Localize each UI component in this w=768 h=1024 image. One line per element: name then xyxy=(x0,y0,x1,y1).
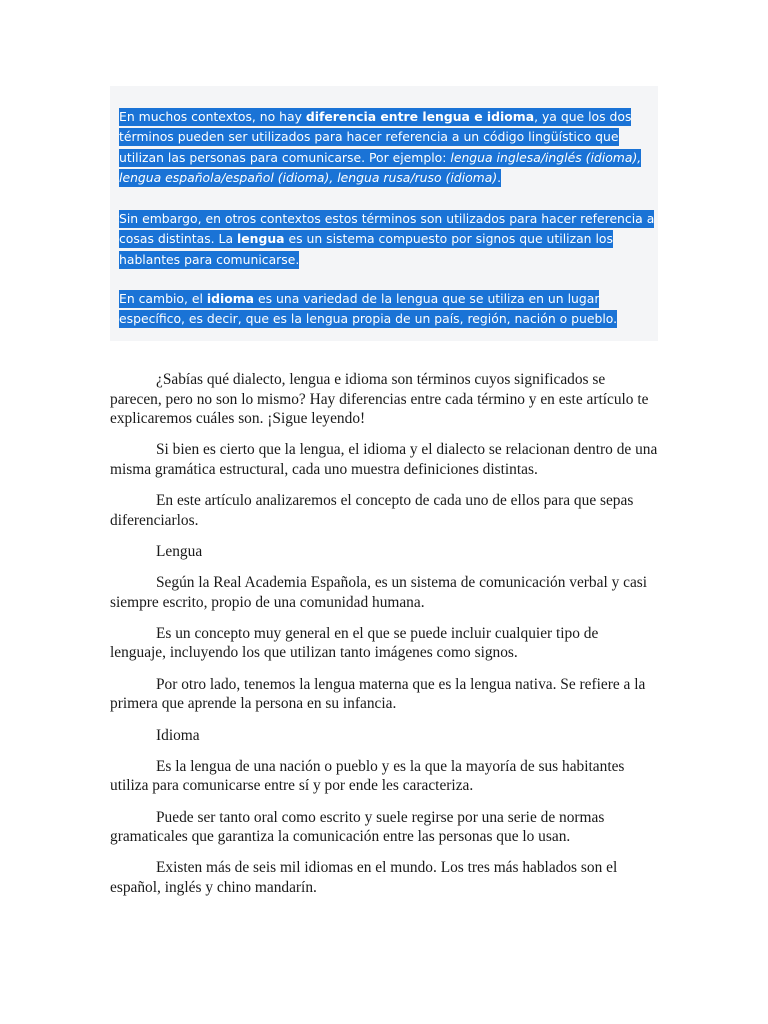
p3-bold: idioma xyxy=(206,291,255,306)
section-heading-idioma: Idioma xyxy=(156,726,200,744)
body-paragraph: Es la lengua de una nación o pueblo y es la que la mayoría de sus habitantes utiliza para comunicarse entre sí y por ende les caracteriza. xyxy=(110,757,625,795)
image-paragraph-2[interactable] xyxy=(119,209,655,270)
p1-italic: lengua inglesa/inglés (idioma), lengua española/español (idioma), lengua rusa/ruso (idioma) xyxy=(119,149,642,185)
body-paragraph: ¿Sabías qué dialecto, lengua e idioma son términos cuyos significados se parecen, pero no son lo mismo? Hay diferencias entre cada término y en este artículo te explicaremos cuáles son. ¡Sigue leyendo! xyxy=(110,371,649,427)
p3-text-c: es una variedad de la lengua que se utiliza en un lugar específico, es decir, que es la lengua propia de un país, región, nación o pueblo. xyxy=(119,291,618,327)
p1-text-e: . xyxy=(497,169,502,185)
body-paragraph: Es un concepto muy general en el que se puede incluir cualquier tipo de lenguaje, incluyendo los que utilizan tanto imágenes como signos. xyxy=(110,624,599,662)
body-paragraph: Por otro lado, tenemos la lengua materna que es la lengua nativa. Se refiere a la primera que aprende la persona en su infancia. xyxy=(110,675,646,713)
p2-text-a: Sin embargo, en otros contextos estos términos son utilizados para hacer referencia a cosas distintas. La xyxy=(119,211,655,247)
embedded-screenshot xyxy=(110,86,658,341)
p3-text-a: En cambio, el xyxy=(119,291,207,306)
image-paragraph-1[interactable] xyxy=(119,107,655,188)
body-paragraph: En este artículo analizaremos el concepto de cada uno de ellos para que sepas diferenciarlos. xyxy=(110,492,634,529)
p1-text-a: En muchos contextos, no hay xyxy=(119,109,306,124)
p2-text-c: es un sistema compuesto por signos que utilizan los hablantes para comunicarse. xyxy=(119,231,613,267)
body-paragraph: Si bien es cierto que la lengua, el idioma y el dialecto se relacionan dentro de una misma gramática estructural, cada uno muestra definiciones distintas. xyxy=(110,441,658,478)
body-paragraph: Según la Real Academia Española, es un sistema de comunicación verbal y casi siempre escrito, propio de una comunidad humana. xyxy=(110,574,648,611)
p1-bold: diferencia entre lengua e idioma xyxy=(305,109,535,124)
document-body xyxy=(110,370,658,909)
p2-bold: lengua xyxy=(236,231,285,247)
section-heading-lengua: Lengua xyxy=(156,542,203,560)
p1-text-c: , ya que los dos términos pueden ser utilizados para hacer referencia a un código lingüístico que utilizan las personas para comunicarse. Por ejemplo: xyxy=(119,109,632,165)
image-paragraph-3[interactable] xyxy=(119,289,655,330)
body-paragraph: Existen más de seis mil idiomas en el mundo. Los tres más hablados son el español, inglés y chino mandarín. xyxy=(110,859,618,896)
body-paragraph: Puede ser tanto oral como escrito y suele regirse por una serie de normas gramaticales que garantiza la comunicación entre las personas que lo usan. xyxy=(110,808,605,846)
